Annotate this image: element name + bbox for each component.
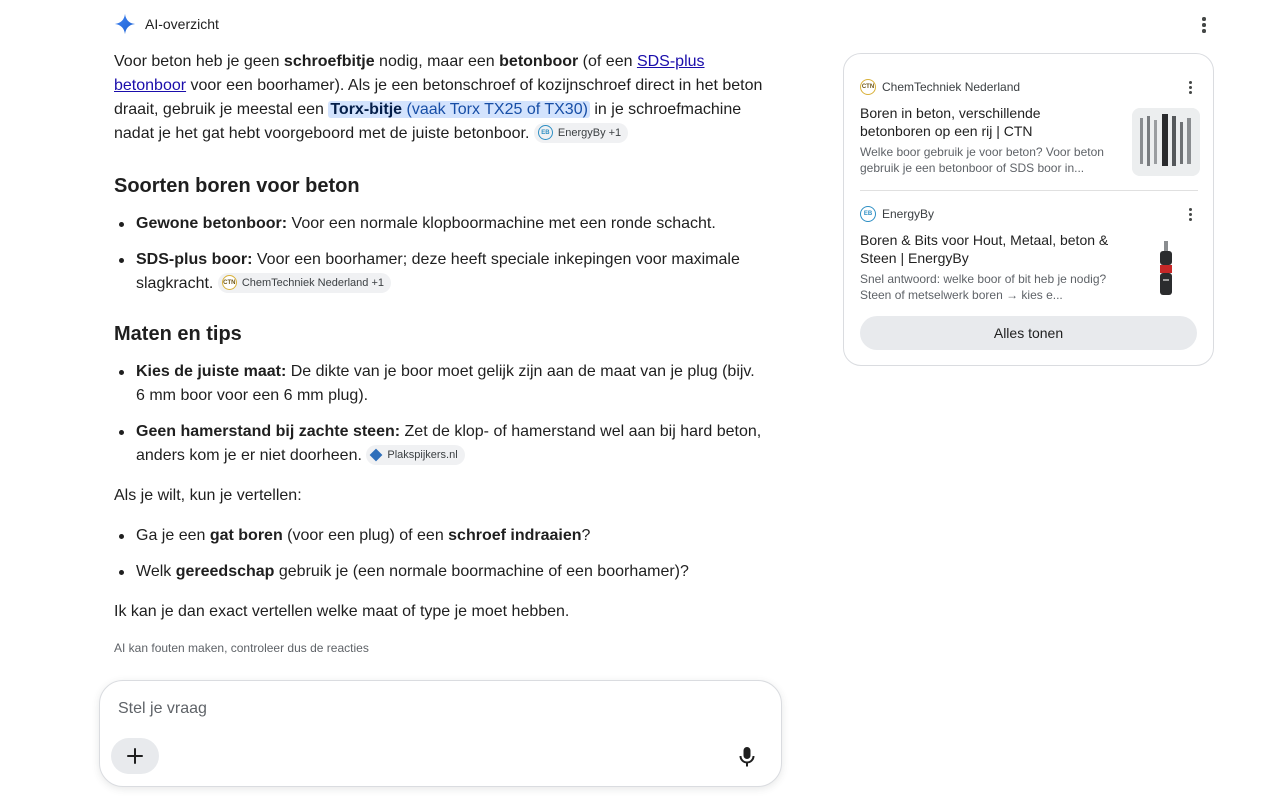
screwdriver-bit-thumbnail[interactable] xyxy=(1132,235,1200,303)
list-item: Ga je een gat boren (voor een plug) of een schroef indraaien? xyxy=(114,524,774,548)
closing-text: Ik kan je dan exact vertellen welke maat of type je moet hebben. xyxy=(114,603,570,620)
boren-list xyxy=(114,212,774,308)
section-heading-boren: Soorten boren voor beton xyxy=(114,175,360,197)
energyby-icon: EB xyxy=(538,125,553,140)
source-item-chemtechniek[interactable] xyxy=(860,78,1200,190)
add-button[interactable] xyxy=(111,738,159,774)
ask-input[interactable] xyxy=(118,695,718,723)
source-site-name: EnergyBy xyxy=(882,207,935,221)
list-item: SDS-plus boor: Voor een boorhamer; deze heeft speciale inkepingen voor maximale slagkracht. CTN ChemTechniek Nederland +1 xyxy=(114,248,754,296)
ai-overview-header xyxy=(114,12,219,36)
source-chip-plakspijkers[interactable]: Plakspijkers.nl xyxy=(366,445,464,465)
section-heading-maten: Maten en tips xyxy=(114,323,242,345)
microphone-button[interactable] xyxy=(733,743,761,771)
maten-list xyxy=(114,360,774,480)
more-options-icon[interactable] xyxy=(1194,14,1214,36)
followup-list xyxy=(114,524,774,596)
source-title[interactable]: Boren in beton, verschillende betonboren op een rij | CTN xyxy=(860,105,1041,139)
highlighted-answer: Torx-bitje (vaak Torx TX25 of TX30) xyxy=(330,101,588,118)
ai-disclaimer: AI kan fouten maken, controleer dus de reacties xyxy=(114,641,369,655)
microphone-icon xyxy=(738,746,756,768)
list-item: Gewone betonboor: Voor een normale klopboormachine met een ronde schacht. xyxy=(114,212,774,236)
intro-paragraph: Voor beton heb je geen schroefbitje nodig, maar een betonboor (of een SDS-plus betonboor voor een boorhamer). Als je een betonschroef of kozijnschroef direct in het beton draait, gebruik je meestal een Torx-bitje (vaak Torx TX25 of TX30) in je schroefmachine nadat je het gat hebt voorgeboord met de juiste betonboor. EB EnergyBy +1 xyxy=(114,53,763,142)
ai-overview-title: AI-overzicht xyxy=(145,16,219,32)
source-site-name: ChemTechniek Nederland xyxy=(882,80,1021,94)
list-item: Geen hamerstand bij zachte steen: Zet de klop- of hamerstand wel aan bij hard beton, anders kom je er niet doorheen. Plakspijkers.nl xyxy=(114,420,774,468)
sds-plus-link[interactable]: SDS-plus betonboor xyxy=(114,53,705,94)
list-item: Kies de juiste maat: De dikte van je boor moet gelijk zijn aan de maat van je plug (bijv. 6 mm boor voor een 6 mm plug). xyxy=(114,360,764,408)
sources-card xyxy=(843,53,1214,366)
drill-bits-thumbnail[interactable] xyxy=(1132,108,1200,176)
plakspijkers-icon xyxy=(370,448,383,461)
source-more-icon[interactable] xyxy=(1180,205,1200,223)
source-more-icon[interactable] xyxy=(1180,78,1200,96)
source-item-energyby[interactable] xyxy=(860,205,1200,305)
followup-lead: Als je wilt, kun je vertellen: xyxy=(114,487,302,504)
source-chip-chemtechniek[interactable]: CTN ChemTechniek Nederland +1 xyxy=(218,273,391,293)
ask-composer xyxy=(99,680,782,787)
ctn-icon: CTN xyxy=(222,275,237,290)
plus-icon xyxy=(126,747,144,765)
list-item: Welk gereedschap gebruik je (een normale boormachine of een boorhamer)? xyxy=(114,560,774,584)
source-chip-energyby[interactable]: EB EnergyBy +1 xyxy=(534,123,628,143)
source-snippet: Snel antwoord: welke boor of bit heb je nodig? Steen of metselwerk boren → kies e... xyxy=(860,272,1107,302)
source-snippet: Welke boor gebruik je voor beton? Voor beton gebruik je een betonboor of SDS boor in... xyxy=(860,145,1104,175)
gemini-sparkle-icon xyxy=(114,13,136,35)
show-all-button[interactable]: Alles tonen xyxy=(860,316,1197,350)
ctn-icon: CTN xyxy=(860,79,876,95)
energyby-icon: EB xyxy=(860,206,876,222)
source-title[interactable]: Boren & Bits voor Hout, Metaal, beton & Steen | EnergyBy xyxy=(860,232,1109,266)
divider xyxy=(860,190,1198,191)
